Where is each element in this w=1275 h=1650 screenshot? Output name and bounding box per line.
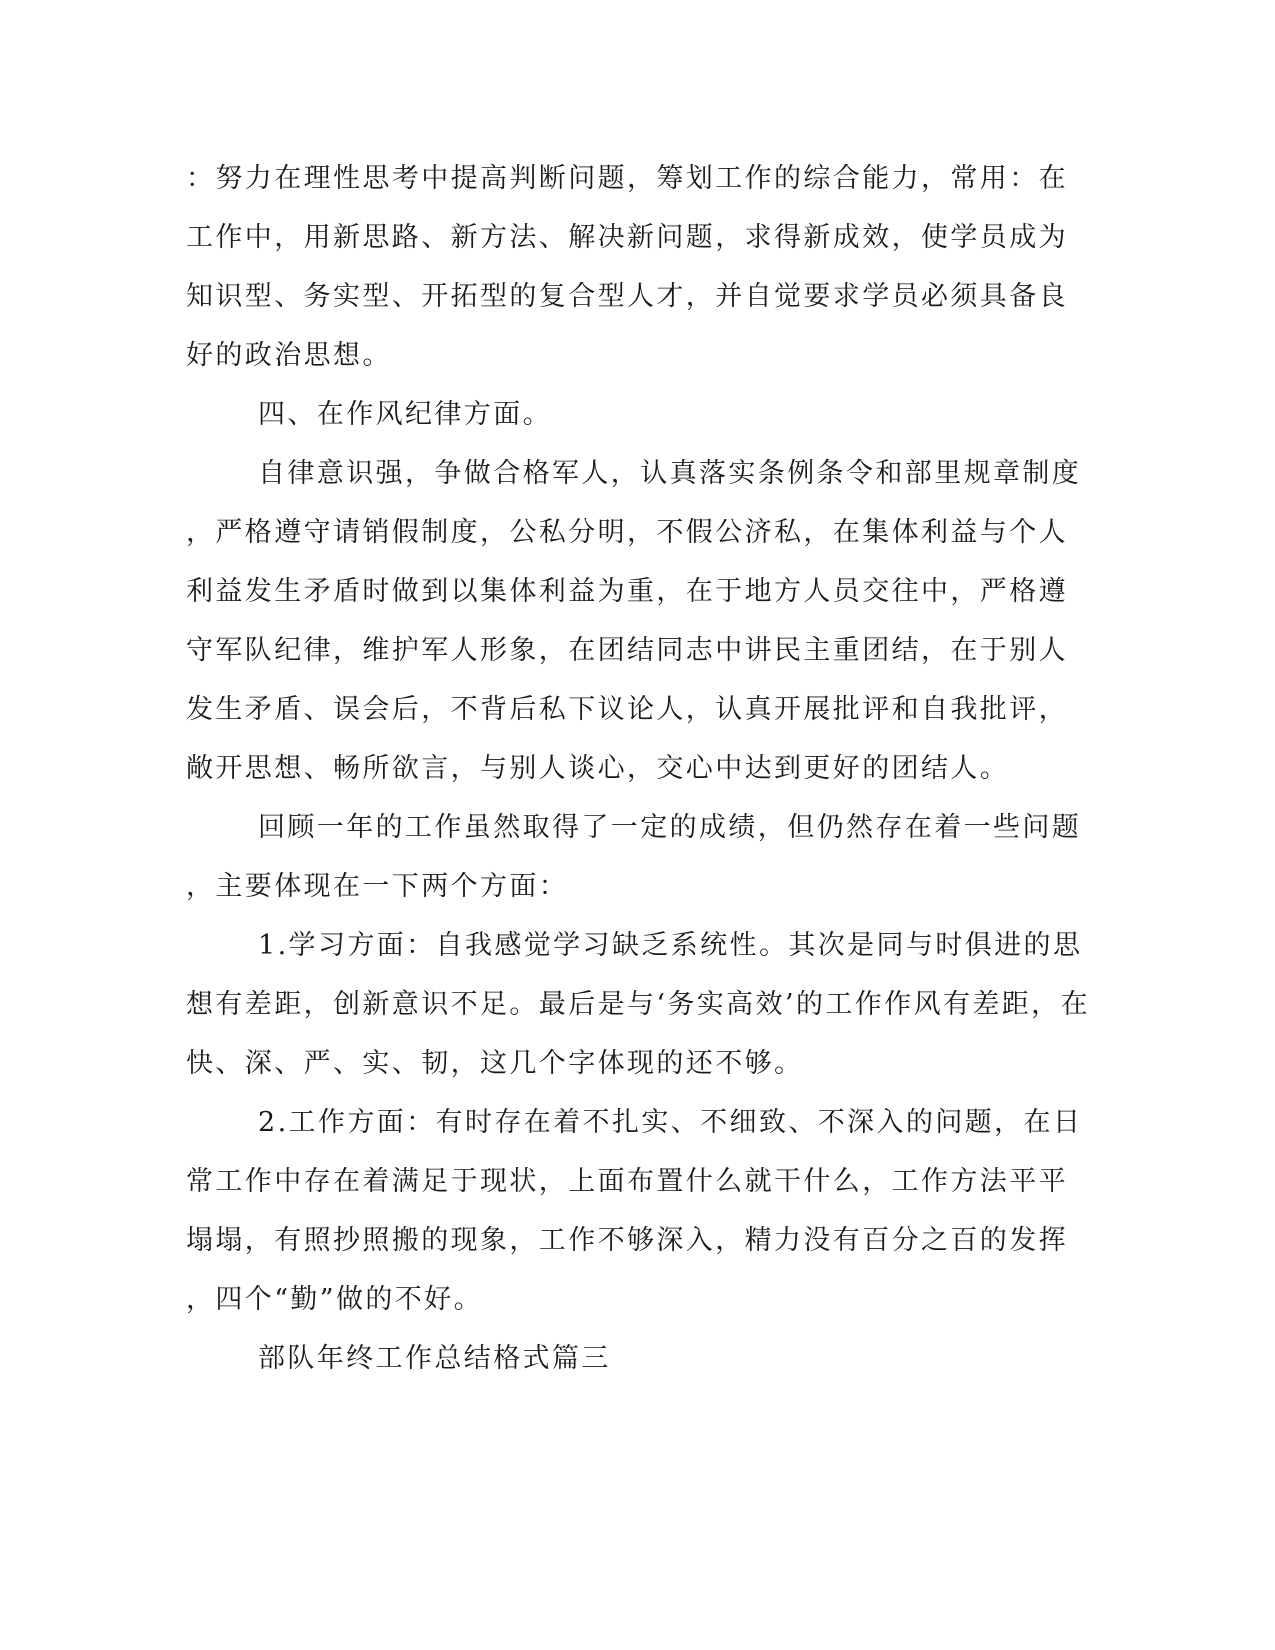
text-line: 快、深、严、实、韧，这几个字体现的还不够。: [186, 1048, 804, 1079]
text-line: 敞开思想、畅所欲言，与别人谈心，交心中达到更好的团结人。: [186, 753, 1010, 784]
text-line: ，主要体现在一下两个方面：: [186, 871, 569, 902]
text-line: 好的政治思想。: [186, 340, 392, 371]
text-line: 想有差距，创新意识不足。最后是与‘务实高效’的工作作风有差距，在: [186, 989, 1090, 1020]
text-line: 发生矛盾、误会后，不背后私下议论人，认真开展批评和自我批评，: [186, 694, 1068, 725]
section-title: 部队年终工作总结格式篇三: [258, 1343, 611, 1374]
text-line: 工作中，用新思路、新方法、解决新问题，求得新成效，使学员成为: [186, 222, 1068, 253]
list-item: 2.工作方面：有时存在着不扎实、不细致、不深入的问题，在日: [258, 1107, 1083, 1138]
text-line: ，严格遵守请销假制度，公私分明，不假公济私，在集体利益与个人: [186, 517, 1068, 548]
text-line: 塌塌，有照抄照搬的现象，工作不够深入，精力没有百分之百的发挥: [186, 1225, 1068, 1256]
text-line: 回顾一年的工作虽然取得了一定的成绩，但仍然存在着一些问题: [258, 812, 1082, 843]
text-line: 常工作中存在着满足于现状，上面布置什么就干什么，工作方法平平: [186, 1166, 1068, 1197]
list-item: 1.学习方面：自我感觉学习缺乏系统性。其次是同与时俱进的思: [258, 930, 1083, 961]
text-line: 知识型、务实型、开拓型的复合型人才，并自觉要求学员必须具备良: [186, 281, 1068, 312]
text-line: ：努力在理性思考中提高判断问题，筹划工作的综合能力，常用：在: [186, 163, 1068, 194]
text-line: 自律意识强，争做合格军人，认真落实条例条令和部里规章制度: [258, 458, 1082, 489]
section-heading: 四、在作风纪律方面。: [258, 399, 552, 430]
text-line: 守军队纪律，维护军人形象，在团结同志中讲民主重团结，在于别人: [186, 635, 1068, 666]
text-line: 利益发生矛盾时做到以集体利益为重，在于地方人员交往中，严格遵: [186, 576, 1068, 607]
text-line: ，四个“勤”做的不好。: [186, 1284, 484, 1315]
